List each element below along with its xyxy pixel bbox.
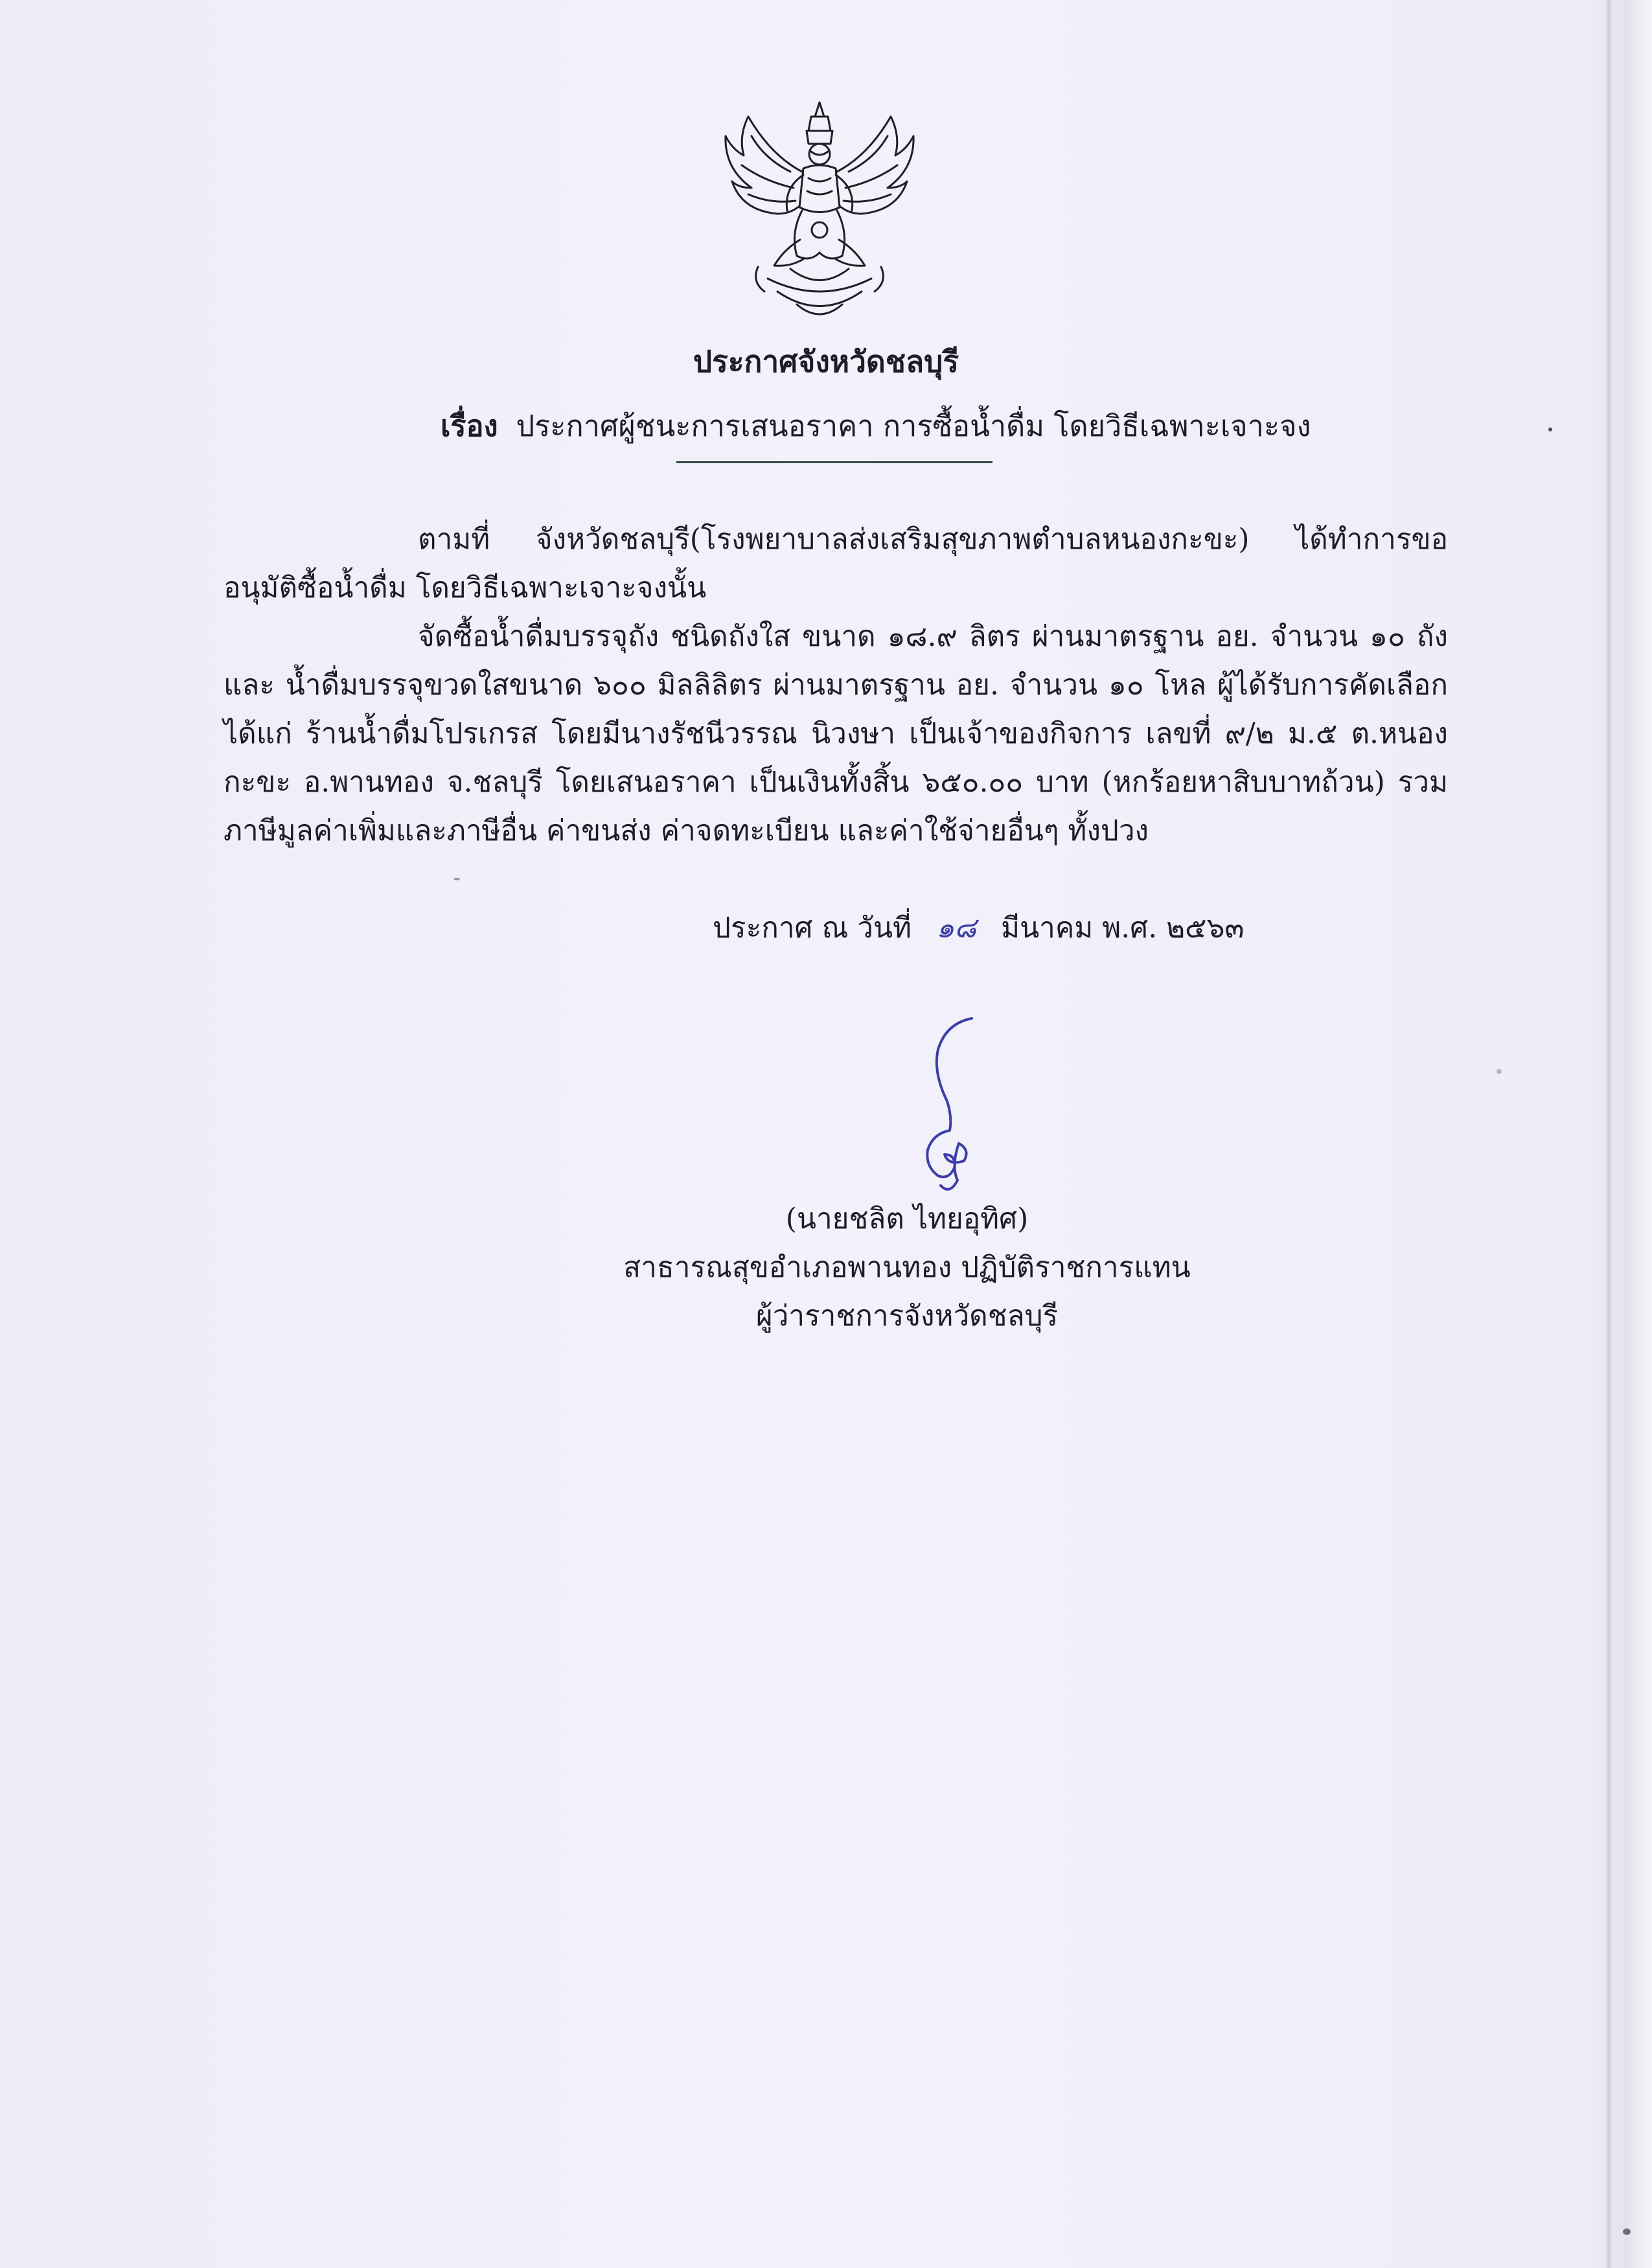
paragraph-details bbox=[224, 612, 1448, 855]
paper-speck bbox=[1497, 1069, 1502, 1074]
handwritten-signature bbox=[888, 1011, 991, 1198]
document-title: ประกาศจังหวัดชลบุรี bbox=[693, 344, 959, 379]
date-day-handwritten: ๑๘ bbox=[936, 911, 976, 945]
paper-speck bbox=[1623, 2228, 1631, 2235]
paper-speck bbox=[1548, 428, 1552, 431]
paragraph-intro-text: ตามที่ จังหวัดชลบุรี(โรงพยาบาลส่งเสริมสุขภาพตำบลหนองกะขะ) ได้ทำการขออนุมัติซื้อน้ำดื่ม โดยวิธีเฉพาะเจาะจงนั้น bbox=[224, 523, 1448, 604]
title-divider bbox=[676, 461, 992, 463]
date-suffix: มีนาคม พ.ศ. ๒๕๖๓ bbox=[1001, 911, 1245, 945]
date-prefix: ประกาศ ณ วันที่ bbox=[713, 911, 912, 945]
subject-text: ประกาศผู้ชนะการเสนอราคา การซื้อน้ำดื่ม โดยวิธีเฉพาะเจาะจง bbox=[516, 409, 1311, 443]
paragraph-intro bbox=[224, 515, 1448, 612]
garuda-emblem-icon bbox=[713, 97, 926, 337]
signer-position-2: ผู้ว่าราชการจังหวัดชลบุรี bbox=[755, 1300, 1059, 1333]
subject-label: เรื่อง bbox=[441, 409, 498, 443]
announcement-date bbox=[713, 904, 1244, 952]
signer-position-1: สาธารณสุขอำเภอพานทอง ปฏิบัติราชการแทน bbox=[623, 1251, 1191, 1284]
paragraph-details-text: จัดซื้อน้ำดื่มบรรจุถัง ชนิดถังใส ขนาด ๑๘.๙ ลิตร ผ่านมาตรฐาน อย. จำนวน ๑๐ ถัง และ น้ำดื่มบรรจุขวดใสขนาด ๖๐๐ มิลลิลิตร ผ่านมาตรฐาน อย. จำนวน ๑๐ โหล ผู้ได้รับการคัดเลือก ได้แก่ ร้านน้ำดื่มโปรเกรส โดยมีนางรัชนีวรรณ นิวงษา เป็นเจ้าของกิจการ เลขที่ ๙/๒ ม.๕ ต.หนองกะขะ อ.พานทอง จ.ชลบุรี โดยเสนอราคา เป็นเงินทั้งสิ้น ๖๕๐.๐๐ บาท (หกร้อยหาสิบบาทถ้วน) รวมภาษีมูลค่าเพิ่มและภาษีอื่น ค่าขนส่ง ค่าจดทะเบียน และค่าใช้จ่ายอื่นๆ ทั้งปวง bbox=[224, 620, 1448, 847]
subject-line bbox=[441, 403, 1311, 450]
paper-speck bbox=[453, 878, 460, 880]
signer-name: (นายชลิต ไทยอุทิศ) bbox=[785, 1202, 1029, 1235]
